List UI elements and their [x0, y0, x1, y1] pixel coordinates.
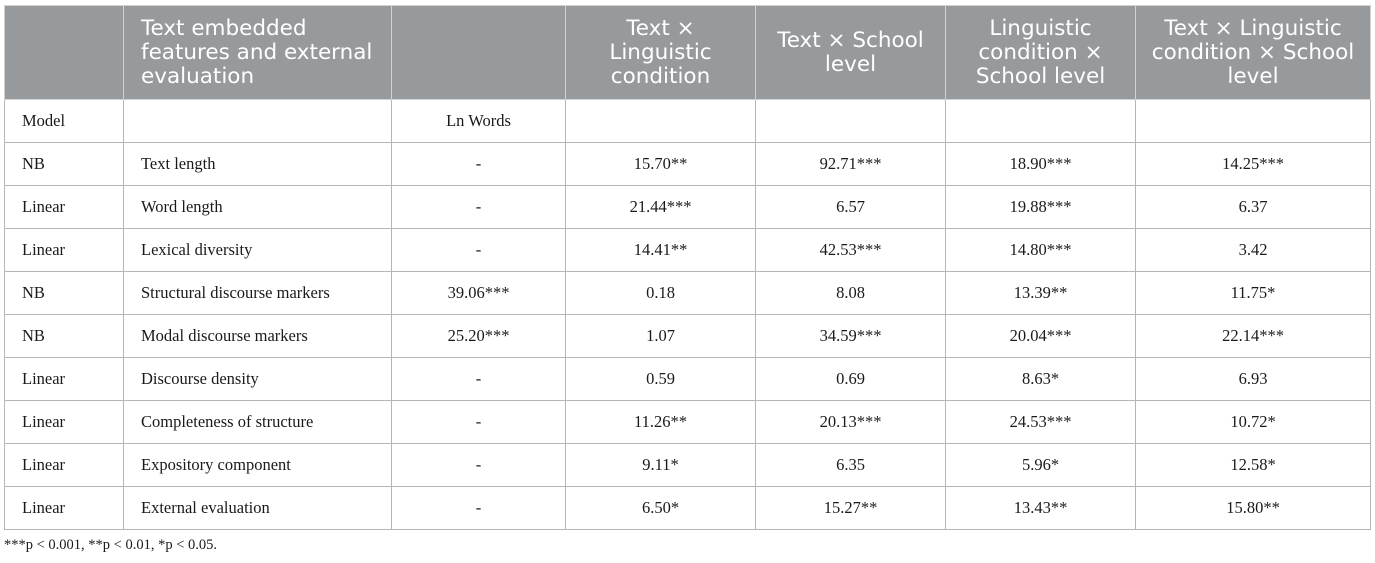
table-cell [124, 100, 392, 143]
data-table [4, 5, 1371, 530]
table-cell: Discourse density [124, 358, 392, 401]
table-cell: Expository component [124, 444, 392, 487]
header-cell: Text × Linguistic condition [566, 6, 756, 100]
table-cell: 6.93 [1136, 358, 1371, 401]
table-cell: Linear [5, 401, 124, 444]
table-cell: Ln Words [392, 100, 566, 143]
table-cell: 6.35 [756, 444, 946, 487]
table-cell: NB [5, 143, 124, 186]
table-cell: 25.20*** [392, 315, 566, 358]
table-cell: 0.18 [566, 272, 756, 315]
table-row [5, 487, 1371, 530]
table-cell: Linear [5, 186, 124, 229]
table-cell: Structural discourse markers [124, 272, 392, 315]
table-cell: 3.42 [1136, 229, 1371, 272]
header-cell: Text × Linguistic condition × School level [1136, 6, 1371, 100]
table-cell: Linear [5, 358, 124, 401]
table-cell: Lexical diversity [124, 229, 392, 272]
table-cell: Text length [124, 143, 392, 186]
table-cell: 13.43** [946, 487, 1136, 530]
table-cell: 24.53*** [946, 401, 1136, 444]
table-cell: - [392, 444, 566, 487]
table-cell: Modal discourse markers [124, 315, 392, 358]
table-cell: Word length [124, 186, 392, 229]
table-header [5, 6, 1371, 100]
table-row [5, 143, 1371, 186]
data-table-container [4, 5, 1370, 530]
table-row [5, 229, 1371, 272]
table-cell: 34.59*** [756, 315, 946, 358]
table-cell: 8.63* [946, 358, 1136, 401]
table-cell: Model [5, 100, 124, 143]
table-cell: 92.71*** [756, 143, 946, 186]
table-cell: 18.90*** [946, 143, 1136, 186]
header-cell: Linguistic condition × School level [946, 6, 1136, 100]
table-cell: 14.41** [566, 229, 756, 272]
table-cell: - [392, 229, 566, 272]
table-cell: 10.72* [1136, 401, 1371, 444]
table-cell: 1.07 [566, 315, 756, 358]
header-cell [5, 6, 124, 100]
table-cell: 39.06*** [392, 272, 566, 315]
table-cell: - [392, 401, 566, 444]
header-cell: Text × School level [756, 6, 946, 100]
table-cell: Linear [5, 487, 124, 530]
table-cell: 0.69 [756, 358, 946, 401]
table-cell: 6.50* [566, 487, 756, 530]
table-cell: Linear [5, 444, 124, 487]
table-cell: 13.39** [946, 272, 1136, 315]
header-cell: Text embedded features and external evaluation [124, 6, 392, 100]
table-cell: 21.44*** [566, 186, 756, 229]
header-row [5, 6, 1371, 100]
table-cell: 15.27** [756, 487, 946, 530]
table-row [5, 100, 1371, 143]
table-footnote: ***p < 0.001, **p < 0.01, *p < 0.05. [4, 537, 218, 553]
table-cell: - [392, 487, 566, 530]
table-row [5, 272, 1371, 315]
table-row [5, 444, 1371, 487]
table-cell: 15.80** [1136, 487, 1371, 530]
table-cell: 22.14*** [1136, 315, 1371, 358]
table-cell: 0.59 [566, 358, 756, 401]
table-cell: 8.08 [756, 272, 946, 315]
table-cell: 42.53*** [756, 229, 946, 272]
table-cell [1136, 100, 1371, 143]
table-cell [566, 100, 756, 143]
table-cell: 14.25*** [1136, 143, 1371, 186]
table-cell: 6.57 [756, 186, 946, 229]
table-cell: 20.13*** [756, 401, 946, 444]
table-row [5, 401, 1371, 444]
table-row [5, 315, 1371, 358]
table-body [5, 100, 1371, 530]
table-row [5, 186, 1371, 229]
table-cell: 5.96* [946, 444, 1136, 487]
table-cell: Completeness of structure [124, 401, 392, 444]
table-cell: Linear [5, 229, 124, 272]
table-cell: 19.88*** [946, 186, 1136, 229]
header-cell [392, 6, 566, 100]
table-cell: - [392, 358, 566, 401]
table-cell: - [392, 143, 566, 186]
table-row [5, 358, 1371, 401]
table-cell: 12.58* [1136, 444, 1371, 487]
table-cell: NB [5, 315, 124, 358]
table-cell: 9.11* [566, 444, 756, 487]
table-cell [946, 100, 1136, 143]
table-cell: 20.04*** [946, 315, 1136, 358]
table-cell: 11.75* [1136, 272, 1371, 315]
table-cell [756, 100, 946, 143]
table-cell: 14.80*** [946, 229, 1136, 272]
table-cell: NB [5, 272, 124, 315]
table-cell: - [392, 186, 566, 229]
table-cell: 11.26** [566, 401, 756, 444]
table-cell: External evaluation [124, 487, 392, 530]
table-cell: 15.70** [566, 143, 756, 186]
table-cell: 6.37 [1136, 186, 1371, 229]
